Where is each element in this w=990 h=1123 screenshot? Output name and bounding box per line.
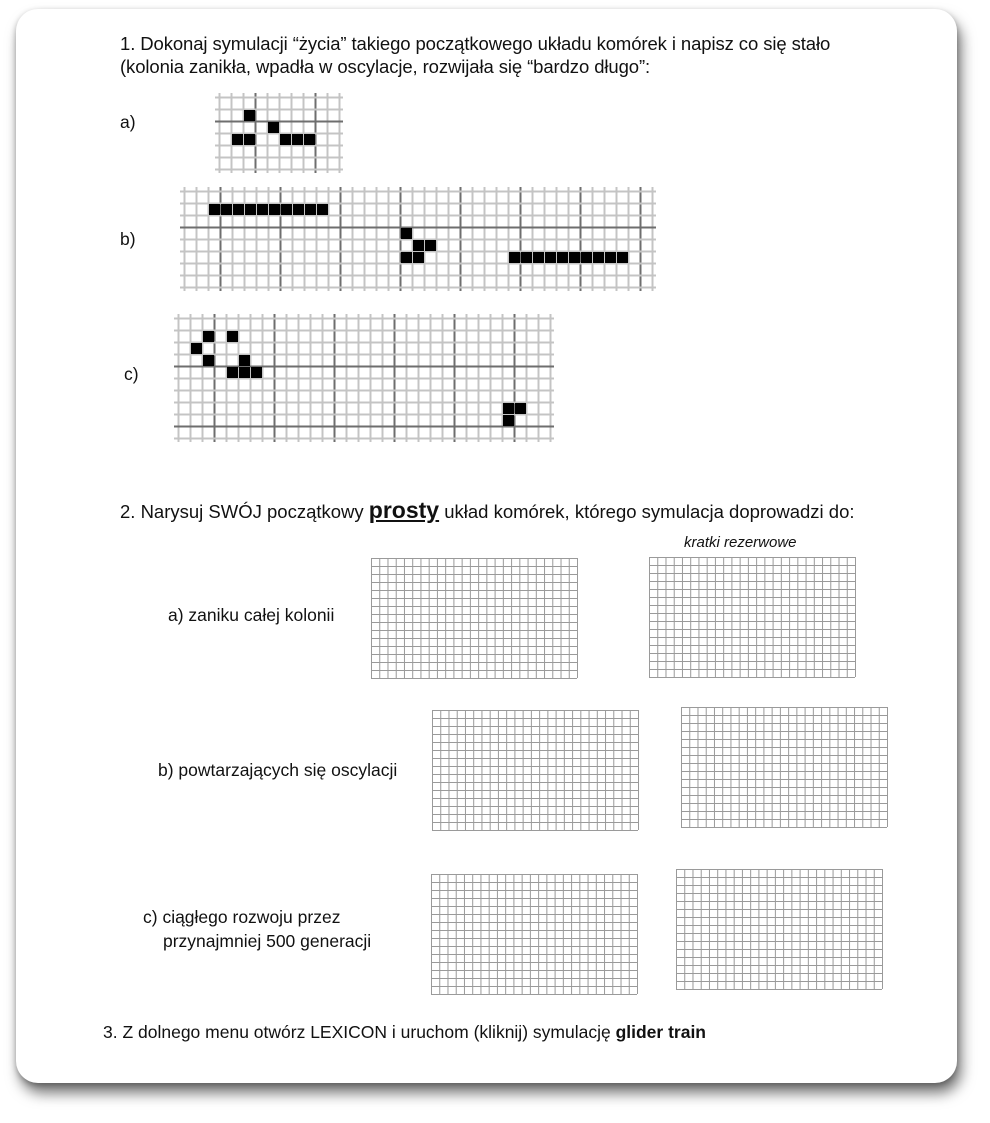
- live-cell[interactable]: [257, 204, 268, 215]
- pattern-b-label: b): [120, 229, 136, 249]
- task2-prefix: 2. Narysuj SWÓJ początkowy: [120, 501, 369, 522]
- live-cell[interactable]: [191, 343, 202, 354]
- live-cell[interactable]: [413, 240, 424, 251]
- task1-line1: 1. Dokonaj symulacji “życia” takiego początkowego układu komórek i napisz co się stało: [120, 33, 831, 54]
- reserve-grids-label: kratki rezerwowe: [684, 534, 797, 551]
- live-cell[interactable]: [509, 252, 520, 263]
- live-cell[interactable]: [293, 204, 304, 215]
- live-cell[interactable]: [227, 331, 238, 342]
- task2c-label-line2: przynajmniej 500 generacji: [163, 931, 372, 951]
- live-cell[interactable]: [533, 252, 544, 263]
- live-cell[interactable]: [227, 367, 238, 378]
- task3-instructions: [103, 1022, 706, 1043]
- pattern-a-grid[interactable]: [219, 97, 339, 169]
- live-cell[interactable]: [521, 252, 532, 263]
- task1-line2: (kolonia zanikła, wpadła w oscylacje, rozwijała się “bardzo długo”:: [120, 56, 651, 77]
- task2c-reserve-grid[interactable]: [676, 869, 883, 990]
- live-cell[interactable]: [280, 134, 291, 145]
- task3-bold: glider train: [615, 1022, 706, 1042]
- pattern-c-label: c): [124, 364, 139, 384]
- live-cell[interactable]: [305, 204, 316, 215]
- live-cell[interactable]: [617, 252, 628, 263]
- task2-emphasis: prosty: [368, 497, 440, 523]
- live-cell[interactable]: [239, 367, 250, 378]
- task2c-grid[interactable]: [431, 874, 638, 995]
- task2b-reserve-grid[interactable]: [681, 707, 888, 828]
- task2-suffix: układ komórek, którego symulacja doprowadzi do:: [439, 501, 855, 522]
- task2c-label-line1: c) ciągłego rozwoju przez: [143, 907, 341, 927]
- live-cell[interactable]: [269, 204, 280, 215]
- task2b-label: b) powtarzających się oscylacji: [158, 760, 398, 780]
- task2b-grid[interactable]: [432, 710, 639, 831]
- live-cell[interactable]: [304, 134, 315, 145]
- task2a-label: a) zaniku całej kolonii: [168, 605, 335, 625]
- live-cell[interactable]: [557, 252, 568, 263]
- live-cell[interactable]: [545, 252, 556, 263]
- live-cell[interactable]: [515, 403, 526, 414]
- pattern-c-grid[interactable]: [178, 318, 550, 438]
- task2a-reserve-grid[interactable]: [649, 557, 856, 678]
- task2-instructions: [120, 497, 855, 524]
- live-cell[interactable]: [233, 204, 244, 215]
- live-cell[interactable]: [268, 122, 279, 133]
- live-cell[interactable]: [281, 204, 292, 215]
- live-cell[interactable]: [401, 252, 412, 263]
- live-cell[interactable]: [239, 355, 250, 366]
- live-cell[interactable]: [203, 355, 214, 366]
- task2c-label: [143, 905, 371, 953]
- live-cell[interactable]: [203, 331, 214, 342]
- live-cell[interactable]: [251, 367, 262, 378]
- task3-prefix: 3. Z dolnego menu otwórz LEXICON i uruchom (kliknij) symulację: [103, 1022, 616, 1042]
- live-cell[interactable]: [209, 204, 220, 215]
- live-cell[interactable]: [232, 134, 243, 145]
- task2a-grid[interactable]: [371, 558, 578, 679]
- live-cell[interactable]: [413, 252, 424, 263]
- live-cell[interactable]: [593, 252, 604, 263]
- live-cell[interactable]: [221, 204, 232, 215]
- live-cell[interactable]: [292, 134, 303, 145]
- live-cell[interactable]: [605, 252, 616, 263]
- pattern-b-grid[interactable]: [184, 191, 652, 287]
- live-cell[interactable]: [245, 204, 256, 215]
- live-cell[interactable]: [503, 403, 514, 414]
- task1-instructions: [120, 32, 830, 78]
- live-cell[interactable]: [317, 204, 328, 215]
- pattern-a-label: a): [120, 112, 136, 132]
- live-cell[interactable]: [569, 252, 580, 263]
- live-cell[interactable]: [244, 110, 255, 121]
- live-cell[interactable]: [581, 252, 592, 263]
- live-cell[interactable]: [425, 240, 436, 251]
- live-cell[interactable]: [503, 415, 514, 426]
- live-cell[interactable]: [244, 134, 255, 145]
- live-cell[interactable]: [401, 228, 412, 239]
